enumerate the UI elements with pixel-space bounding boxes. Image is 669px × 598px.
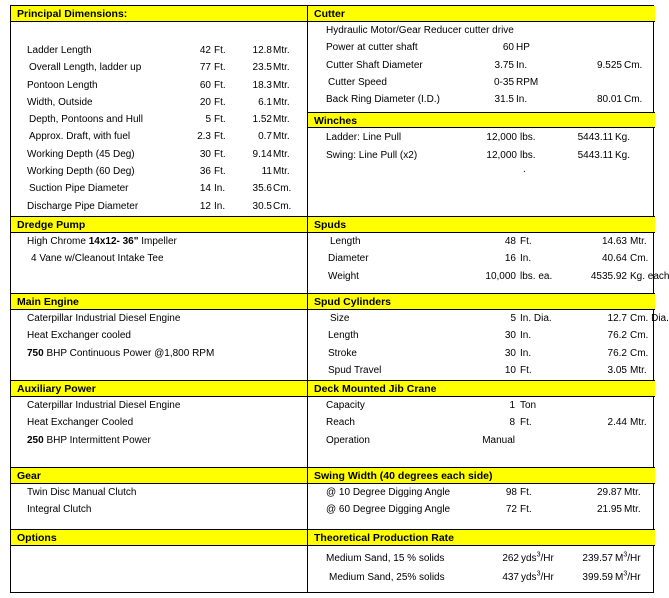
spud-cylinders-metric-value: 76.2	[607, 330, 627, 342]
principal-value: 14	[199, 183, 211, 195]
spud-cylinders-row	[308, 327, 655, 344]
principal-label: Width, Outside	[27, 96, 93, 108]
spud-cylinders-value: 30	[504, 330, 516, 342]
swing-width-unit: Ft.	[520, 487, 532, 498]
production-row	[308, 549, 655, 568]
principal-label: Approx. Draft, with fuel	[29, 131, 131, 143]
principal-metric-unit: Mtr.	[273, 114, 290, 126]
principal-metric-unit: Mtr.	[273, 96, 290, 108]
main-engine-power: 750 BHP Continuous Power @1,800 RPM	[27, 347, 215, 359]
principal-row	[11, 198, 307, 215]
production-cubic-superscript: 3	[623, 570, 628, 578]
spud-cylinders-metric-unit: Cm.	[630, 347, 649, 359]
principal-metric-value: 11	[261, 166, 272, 178]
production-per-hour: /Hr	[627, 553, 641, 564]
principal-label: Pontoon Length	[27, 79, 98, 91]
cutter-metric-unit: Cm.	[624, 59, 643, 71]
pump-impeller: High Chrome 14x12- 36" Impeller	[27, 236, 177, 247]
spuds-metric-value: 40.64	[601, 253, 627, 265]
spud-cylinders-label: Spud Travel	[328, 364, 382, 376]
spuds-unit: Ft.	[520, 236, 532, 247]
spuds-metric-unit: Mtr.	[630, 236, 647, 247]
production-row	[308, 568, 655, 587]
spuds-value: 48	[504, 236, 516, 247]
winches-label: Ladder: Line Pull	[326, 132, 402, 144]
principal-metric-unit: Mtr.	[273, 166, 290, 178]
principal-dimensions-header: Principal Dimensions:	[11, 6, 307, 22]
spud-cylinders-value: 10	[504, 364, 516, 376]
principal-unit: Ft.	[214, 45, 226, 56]
swing-width-header: Swing Width (40 degrees each side)	[308, 468, 655, 484]
principal-unit: In.	[214, 200, 226, 212]
jib-crane-metric-value: 2.44	[607, 417, 627, 429]
jib-crane-row	[308, 432, 655, 449]
spud-cylinders-value: 30	[504, 347, 516, 359]
cutter-metric-unit: Cm.	[624, 94, 643, 106]
production-cubic-superscript: 3	[536, 570, 541, 578]
principal-metric-unit: Mtr.	[273, 62, 290, 74]
aux-engine-type: Caterpillar Industrial Diesel Engine	[27, 400, 181, 411]
principal-value: 30	[199, 148, 211, 160]
section-aux-crane	[11, 380, 655, 468]
spuds-label: Length	[330, 236, 361, 247]
cutter-label: Power at cutter shaft	[326, 42, 418, 54]
swing-width-metric-unit: Mtr.	[624, 487, 641, 498]
jib-crane-label: Operation	[326, 434, 370, 446]
principal-unit: In.	[214, 183, 226, 195]
spuds	[308, 217, 669, 294]
production-per-hour: /Hr	[627, 572, 641, 583]
principal-metric-unit: Mtr.	[273, 45, 290, 56]
jib-crane-label: Reach	[326, 417, 355, 429]
gear-integral-clutch: Integral Clutch	[27, 504, 92, 516]
section-engine-cylinders	[11, 293, 669, 381]
production-metric-unit: $M^3/Hr$	[615, 551, 641, 564]
principal-label: Overall Length, ladder up	[29, 62, 142, 74]
winches-metric-value: 5443.11	[577, 132, 613, 144]
spud-cylinders-metric-value: 76.2	[607, 347, 627, 359]
principal-unit: Ft.	[214, 114, 226, 126]
principal-label: Working Depth (60 Deg)	[27, 166, 135, 178]
spuds-metric-unit: Cm.	[630, 253, 649, 265]
principal-label: Suction Pipe Diameter	[29, 183, 129, 195]
production-value: 437	[502, 572, 519, 583]
principal-unit: Ft.	[214, 79, 226, 91]
principal-metric-unit: Cm.	[273, 183, 292, 195]
production-cubic-superscript: 3	[623, 551, 628, 559]
production-rate-header: Theoretical Production Rate	[308, 530, 655, 546]
spuds-metric-value: 14.63	[601, 236, 627, 247]
spuds-row	[308, 250, 655, 267]
winches-metric-unit: Kg.	[615, 149, 631, 161]
principal-metric-value: 35.6	[252, 183, 272, 195]
production-cubic-superscript: 3	[536, 551, 541, 559]
cutter-unit: In.	[516, 94, 528, 106]
principal-unit: Ft.	[214, 96, 226, 108]
cutter-value: 3.75	[494, 59, 514, 71]
spuds-row	[308, 233, 655, 250]
cutter-header: Cutter	[308, 6, 655, 22]
gear-header: Gear	[11, 468, 307, 484]
principal-unit: Ft.	[214, 62, 226, 74]
principal-row	[11, 77, 307, 94]
cutter-value: 0-35	[493, 76, 514, 88]
cutter-metric-value: 80.01	[596, 94, 622, 106]
swing-width-value: 72	[505, 504, 517, 516]
gear	[11, 468, 307, 530]
spud-cylinders-value: 5	[510, 313, 516, 324]
jib-crane-value: 8	[509, 417, 515, 429]
principal-metric-value: 6.1	[258, 96, 272, 108]
options	[11, 530, 307, 595]
cutter-unit: HP	[516, 42, 530, 54]
cutter-drive: Hydraulic Motor/Gear Reducer cutter drive	[326, 25, 514, 36]
production-per-hour: /Hr	[540, 553, 554, 564]
production-unit: yds$^3$/Hr	[521, 551, 554, 564]
principal-dimensions	[11, 6, 307, 216]
principal-metric-unit: Mtr.	[273, 148, 290, 160]
spud-cylinders-unit: Ft.	[520, 364, 532, 376]
swing-width-unit: Ft.	[520, 504, 532, 516]
principal-unit: Ft.	[214, 131, 226, 143]
options-header: Options	[11, 530, 307, 546]
spud-cylinders-metric-unit: Mtr.	[630, 364, 647, 376]
principal-label: Working Depth (45 Deg)	[27, 148, 135, 160]
cutter-row	[308, 39, 655, 56]
winches-value: 12,000	[486, 149, 517, 161]
spud-cylinders-header: Spud Cylinders	[308, 294, 655, 310]
principal-value: 5	[205, 114, 211, 126]
swing-width-metric-value: 21.95	[596, 504, 622, 516]
spud-cylinders-label: Stroke	[328, 347, 357, 359]
spud-cylinders	[308, 294, 669, 381]
winches-row	[308, 147, 655, 164]
winches-metric-value: 5443.11	[577, 149, 613, 161]
dredge-pump	[11, 217, 307, 294]
aux-engine-cooling: Heat Exchanger Cooled	[27, 417, 134, 429]
spuds-row	[308, 268, 669, 285]
pump-vane: 4 Vane w/Cleanout Intake Tee	[31, 253, 164, 265]
swing-width-label: @ 60 Degree Digging Angle	[326, 504, 451, 516]
spuds-header: Spuds	[308, 217, 655, 233]
section-pump-spuds	[11, 216, 669, 294]
winches-header: Winches	[308, 112, 655, 128]
main-engine-cooling: Heat Exchanger cooled	[27, 330, 131, 342]
cutter-row	[308, 57, 655, 74]
principal-value: 2.3	[197, 131, 211, 143]
spud-cylinders-label: Size	[330, 313, 350, 324]
principal-value: 12	[199, 200, 211, 212]
jib-crane-unit: Ft.	[520, 417, 532, 429]
cutter-label: Cutter Speed	[328, 76, 387, 88]
production-metric-value: 399.59	[582, 572, 613, 583]
winches-unit: lbs.	[520, 132, 536, 144]
jib-crane-value: Manual	[482, 434, 515, 446]
spud-cylinders-metric-unit: Cm. Dia.	[630, 313, 669, 324]
production-metric-value: 239.57	[582, 553, 613, 564]
winches-label: Swing: Line Pull (x2)	[326, 149, 418, 161]
main-engine-header: Main Engine	[11, 294, 307, 310]
cutter-label: Back Ring Diameter (I.D.)	[326, 94, 440, 106]
principal-value: 42	[199, 45, 211, 56]
spud-cylinders-unit: In.	[520, 330, 532, 342]
principal-metric-unit: Mtr.	[273, 79, 290, 91]
principal-label: Depth, Pontoons and Hull	[29, 114, 143, 126]
winches-dot: .	[523, 164, 526, 176]
swing-width-metric-unit: Mtr.	[624, 504, 641, 516]
swing-width-row	[308, 501, 655, 518]
spud-cylinders-metric-value: 12.7	[607, 313, 627, 324]
principal-unit: Ft.	[214, 148, 226, 160]
aux-engine-power: 250 BHP Intermittent Power	[27, 434, 151, 446]
jib-crane-row	[308, 397, 655, 414]
section-options-production	[11, 529, 655, 595]
jib-crane-label: Capacity	[326, 400, 365, 411]
main-engine	[11, 294, 307, 381]
spud-cylinders-metric-value: 3.05	[607, 364, 627, 376]
spuds-value: 16	[504, 253, 516, 265]
cutter-winches	[308, 6, 655, 216]
jib-crane-unit: Ton	[520, 400, 537, 411]
dredge-pump-header: Dredge Pump	[11, 217, 307, 233]
principal-row	[11, 146, 307, 163]
swing-width-label: @ 10 Degree Digging Angle	[326, 487, 451, 498]
section-gear-swing	[11, 467, 655, 530]
swing-width-metric-value: 29.87	[596, 487, 622, 498]
principal-metric-unit: Cm.	[273, 200, 292, 212]
jib-crane-metric-unit: Mtr.	[630, 417, 647, 429]
spuds-unit: In.	[520, 253, 532, 265]
production-rate	[308, 530, 655, 595]
production-value: 262	[502, 553, 519, 564]
principal-row	[11, 163, 307, 180]
spuds-metric-unit: Kg. each	[630, 270, 669, 282]
spud-cylinders-row	[308, 345, 655, 362]
cutter-row	[308, 91, 655, 108]
principal-value: 20	[199, 96, 211, 108]
swing-width	[308, 468, 655, 530]
principal-row	[11, 111, 307, 128]
principal-row	[11, 42, 307, 59]
cutter-unit: RPM	[516, 76, 539, 88]
principal-metric-value: 23.5	[252, 62, 272, 74]
principal-row	[11, 94, 307, 111]
spud-cylinders-row	[308, 310, 669, 327]
winches-row	[308, 129, 655, 146]
winches-unit: lbs.	[520, 149, 536, 161]
auxiliary-power-header: Auxiliary Power	[11, 381, 307, 397]
jib-crane	[308, 381, 655, 468]
principal-metric-value: 1.52	[252, 114, 272, 126]
jib-crane-value: 1	[509, 400, 515, 411]
principal-row	[11, 180, 307, 197]
gear-clutch: Twin Disc Manual Clutch	[27, 487, 137, 498]
cutter-value: 31.5	[494, 94, 514, 106]
production-label: Medium Sand, 25% solids	[329, 572, 445, 583]
section-principal-cutter	[11, 6, 655, 216]
principal-label: Ladder Length	[27, 45, 92, 56]
spuds-value: 10,000	[485, 270, 516, 282]
cutter-metric-value: 9.525	[596, 59, 622, 71]
principal-label: Discharge Pipe Diameter	[27, 200, 139, 212]
principal-metric-value: 12.8	[252, 45, 272, 56]
production-label: Medium Sand, 15 % solids	[326, 553, 445, 564]
principal-unit: Ft.	[214, 166, 226, 178]
production-metric-unit: $M^3/Hr$	[615, 570, 641, 583]
cutter-value: 60	[502, 42, 514, 54]
auxiliary-power	[11, 381, 307, 468]
principal-value: 36	[199, 166, 211, 178]
spuds-unit: lbs. ea.	[520, 270, 553, 282]
production-per-hour: /Hr	[540, 572, 554, 583]
cutter-label: Cutter Shaft Diameter	[326, 59, 423, 71]
principal-metric-value: 18.3	[252, 79, 272, 91]
spuds-metric-value: 4535.92	[590, 270, 627, 282]
principal-metric-unit: Mtr.	[273, 131, 290, 143]
principal-row	[11, 128, 307, 145]
winches-metric-unit: Kg.	[615, 132, 631, 144]
jib-crane-header: Deck Mounted Jib Crane	[308, 381, 655, 397]
winches-value: 12,000	[486, 132, 517, 144]
principal-metric-value: 0.7	[258, 131, 272, 143]
production-unit: yds$^3$/Hr	[521, 570, 554, 583]
spud-cylinders-metric-unit: Cm.	[630, 330, 649, 342]
main-engine-type: Caterpillar Industrial Diesel Engine	[27, 313, 181, 324]
dredge-spec-sheet	[10, 5, 669, 593]
principal-value: 60	[199, 79, 211, 91]
principal-metric-value: 30.5	[252, 200, 272, 212]
cutter-unit: In.	[516, 59, 528, 71]
spud-cylinders-label: Length	[328, 330, 359, 342]
cutter-row	[308, 74, 655, 91]
spuds-label: Diameter	[328, 253, 369, 265]
principal-value: 77	[199, 62, 211, 74]
spuds-label: Weight	[328, 270, 359, 282]
spud-cylinders-unit: In.	[520, 347, 532, 359]
spud-cylinders-row	[308, 362, 655, 379]
jib-crane-row	[308, 414, 655, 431]
spud-cylinders-unit: In. Dia.	[520, 313, 552, 324]
principal-metric-value: 9.14	[252, 148, 272, 160]
swing-width-value: 98	[505, 487, 517, 498]
principal-row	[11, 59, 307, 76]
swing-width-row	[308, 484, 655, 501]
